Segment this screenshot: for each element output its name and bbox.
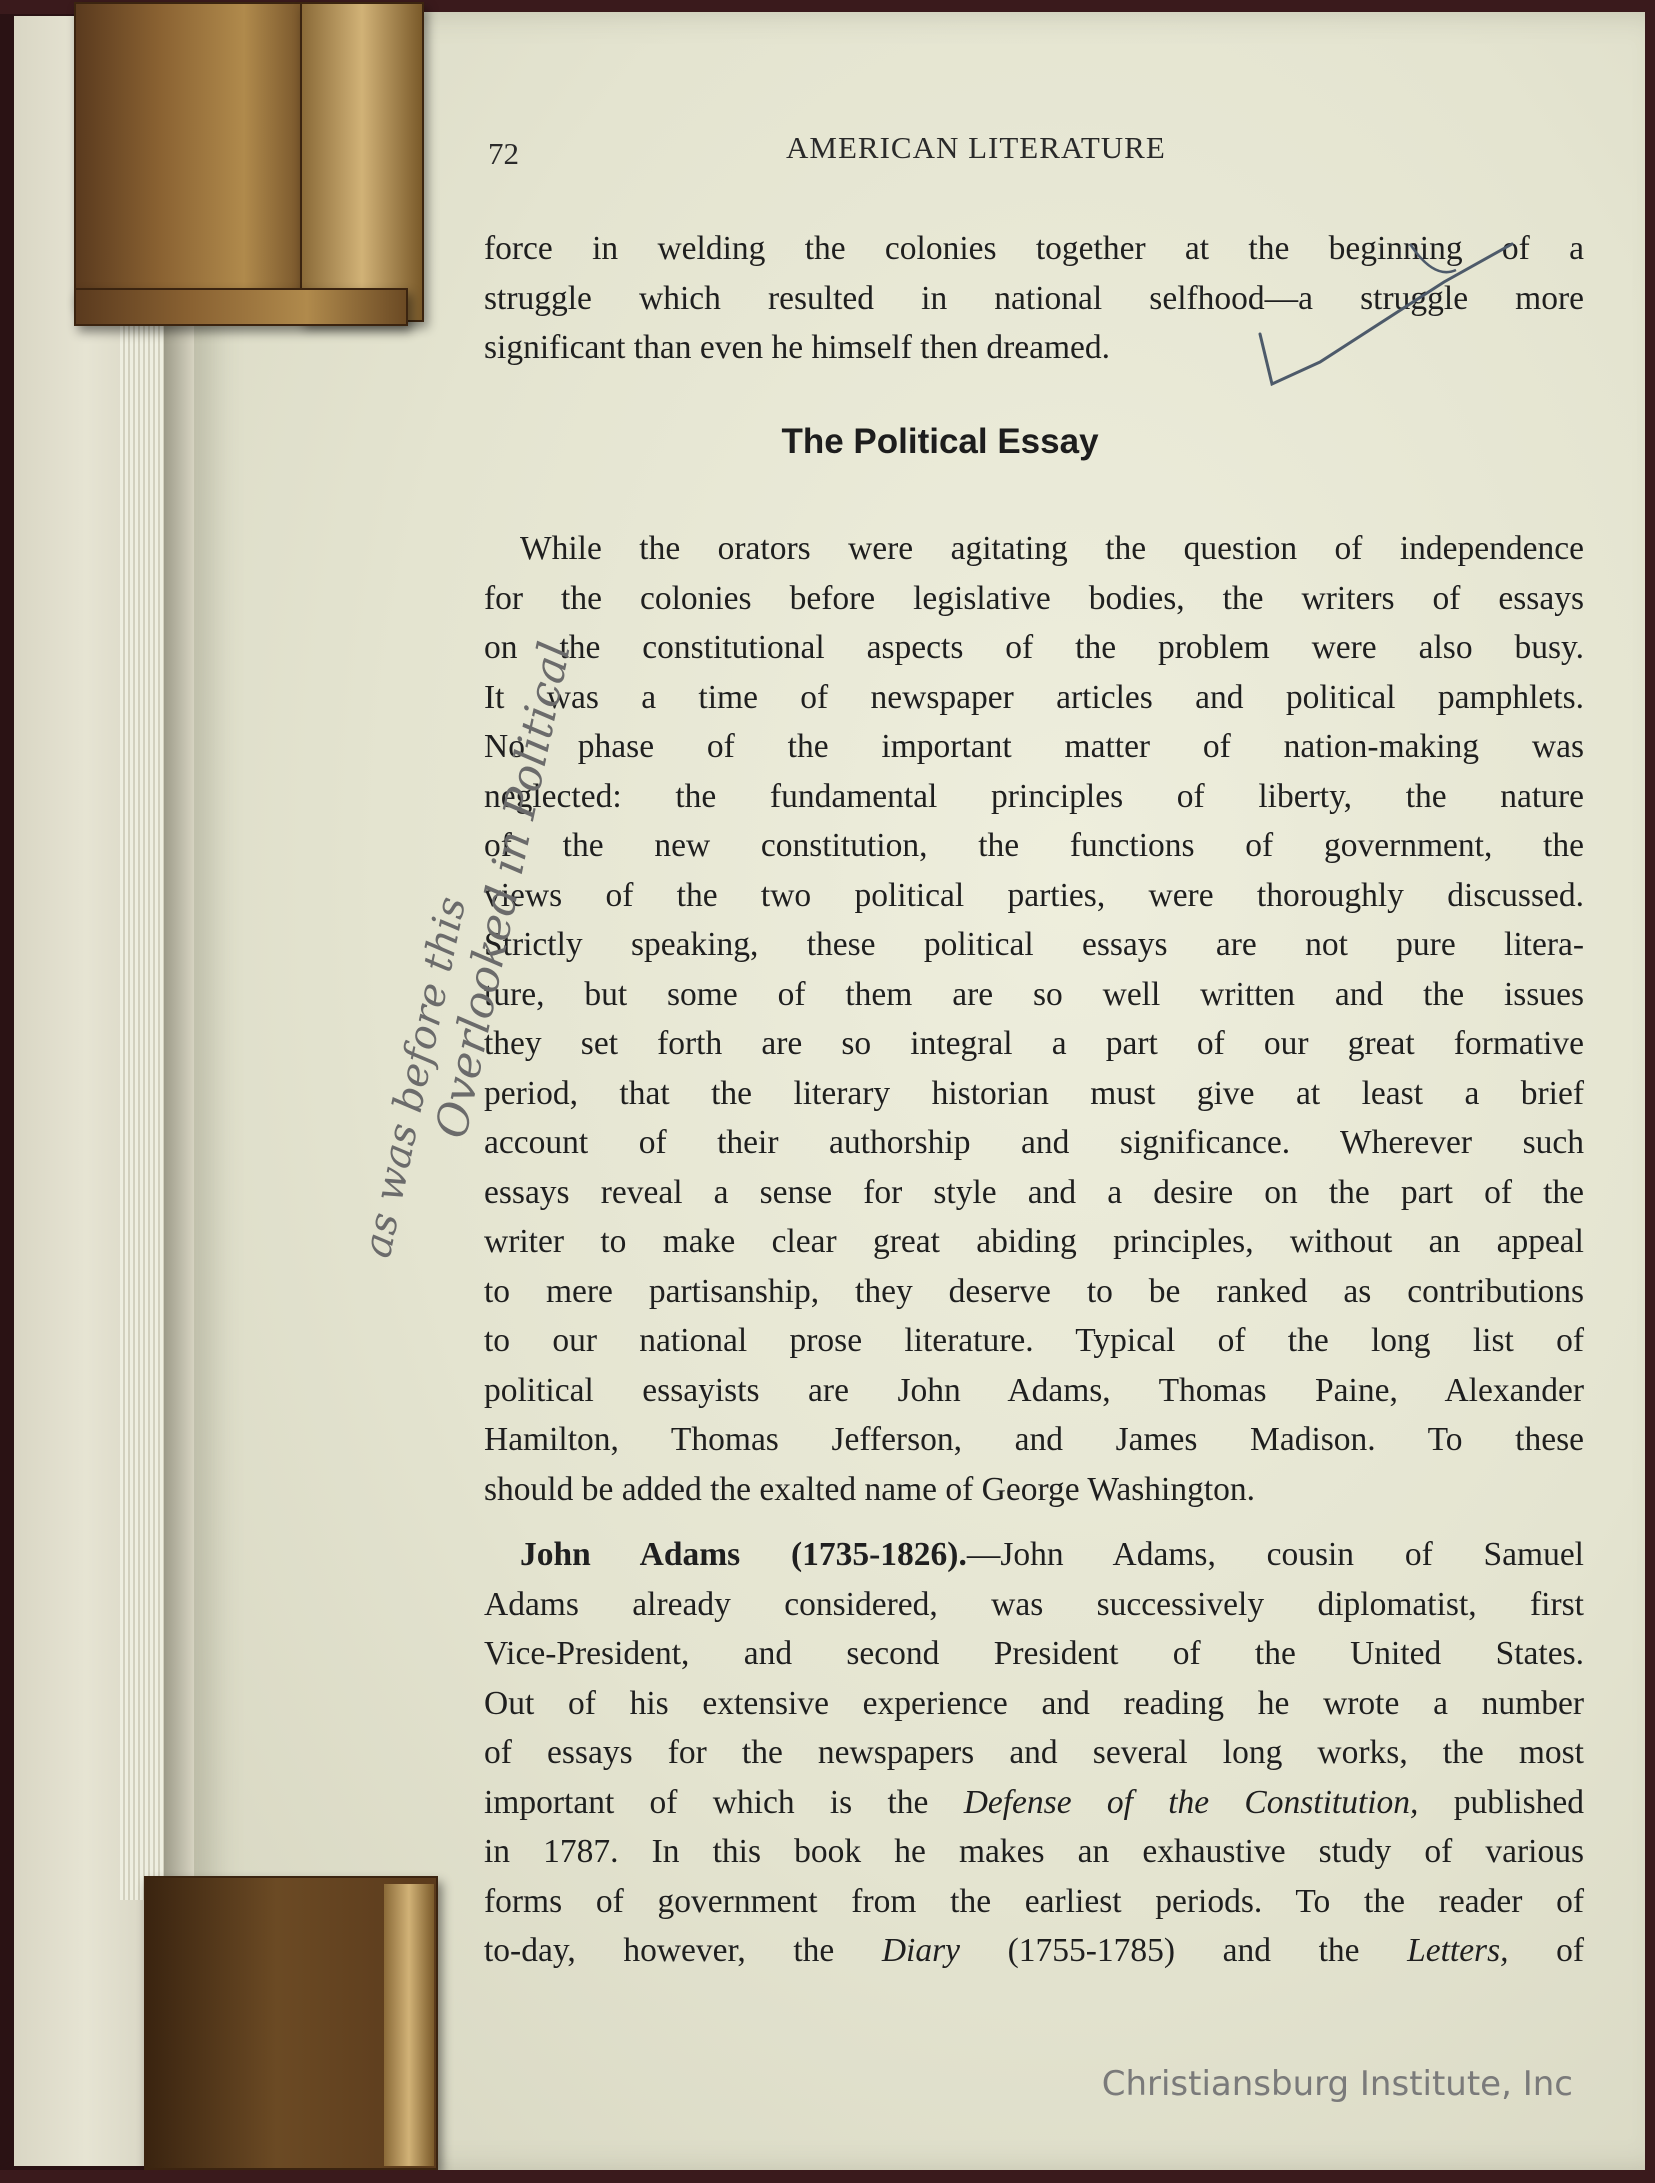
text-line: Vice-President, and second President of the United States. bbox=[484, 1635, 1584, 1672]
text-line: of the new constitution, the functions of government, the bbox=[484, 827, 1584, 864]
text-line: forms of government from the earliest periods. To the reader of bbox=[484, 1882, 1584, 1920]
book-title: Letters, bbox=[1407, 1932, 1509, 1969]
text-line: No phase of the important matter of nation-making was bbox=[484, 728, 1584, 765]
text-line: views of the two political parties, were thoroughly discussed. bbox=[484, 876, 1584, 914]
text-line: force in welding the colonies together at the beginning of a bbox=[484, 230, 1584, 267]
text-line: Adams already considered, was successively diplomatist, first bbox=[484, 1585, 1584, 1623]
clip-lip-top bbox=[300, 2, 424, 322]
text-line: of essays for the newspapers and several long works, the most bbox=[484, 1734, 1584, 1771]
text-line: neglected: the fundamental principles of liberty, the nature bbox=[484, 777, 1584, 815]
brass-page-clip-top bbox=[74, 2, 318, 306]
text-line: for the colonies before legislative bodies, the writers of essays bbox=[484, 579, 1584, 617]
text-line: Hamilton, Thomas Jefferson, and James Madison. To these bbox=[484, 1421, 1584, 1458]
text-line: period, that the literary historian must give at least a brief bbox=[484, 1074, 1584, 1112]
text-line: significant than even he himself then dreamed. bbox=[484, 329, 1111, 366]
text-line: political essayists are John Adams, Thomas Paine, Alexander bbox=[484, 1371, 1584, 1409]
text-line: on the constitutional aspects of the problem were also busy. bbox=[484, 629, 1584, 666]
text-run: —John Adams, cousin of Samuel bbox=[966, 1536, 1584, 1573]
pencil-margin-note: Overlooked in Political bbox=[426, 637, 581, 1143]
section-title: The Political Essay bbox=[781, 422, 1099, 461]
text-line: Strictly speaking, these political essays are not pure litera- bbox=[484, 926, 1584, 963]
text-run: important of which is the bbox=[484, 1783, 964, 1821]
text-line: ture, but some of them are so well written and the issues bbox=[484, 975, 1584, 1013]
text-line: struggle which resulted in national selfhood—a struggle more bbox=[484, 279, 1584, 317]
text-run: published bbox=[1418, 1783, 1584, 1821]
text-line: It was a time of newspaper articles and political pamphlets. bbox=[484, 678, 1584, 716]
text-line: should be added the exalted name of George Washington. bbox=[484, 1470, 1256, 1508]
check-stroke bbox=[1260, 244, 1512, 384]
bottom-border bbox=[0, 2170, 1655, 2183]
clip-base-top bbox=[74, 288, 408, 326]
pencil-margin-note: as was before this bbox=[354, 892, 476, 1262]
text-line: to our national prose literature. Typical of the long list of bbox=[484, 1322, 1584, 1359]
text-line: to mere partisanship, they deserve to be ranked as contributions bbox=[484, 1272, 1584, 1310]
book-title: Diary bbox=[881, 1932, 960, 1969]
text-line: in 1787. In this book he makes an exhaustive study of various bbox=[484, 1833, 1584, 1870]
text-run: (1755-1785) and the bbox=[959, 1932, 1408, 1969]
pencil-check-mark bbox=[194, 12, 1646, 2172]
entry-heading: John Adams (1735-1826). bbox=[520, 1536, 967, 1573]
text-line: essays reveal a sense for style and a desire on the part of the bbox=[484, 1173, 1584, 1211]
text-line: Out of his extensive experience and reading he wrote a number bbox=[484, 1684, 1584, 1722]
text-line: While the orators were agitating the question of independence bbox=[520, 530, 1584, 567]
book-title: Defense of the Constitution, bbox=[963, 1783, 1419, 1821]
book-gutter bbox=[164, 16, 194, 2166]
right-page bbox=[194, 12, 1646, 2172]
text-run: of bbox=[1508, 1932, 1585, 1969]
watermark: Christiansburg Institute, Inc bbox=[1101, 2064, 1573, 2104]
page-number: 72 bbox=[488, 136, 519, 171]
text-run: to-day, however, the bbox=[484, 1932, 882, 1969]
text-line: they set forth are so integral a part of our great formative bbox=[484, 1025, 1584, 1062]
running-head: AMERICAN LITERATURE bbox=[786, 130, 1166, 165]
check-underline bbox=[1410, 244, 1456, 272]
text-line: account of their authorship and significance. Wherever such bbox=[484, 1124, 1584, 1161]
text-line: writer to make clear great abiding principles, without an appeal bbox=[484, 1223, 1584, 1260]
clip-lip-bottom bbox=[384, 1884, 434, 2166]
right-border bbox=[1645, 0, 1655, 2183]
